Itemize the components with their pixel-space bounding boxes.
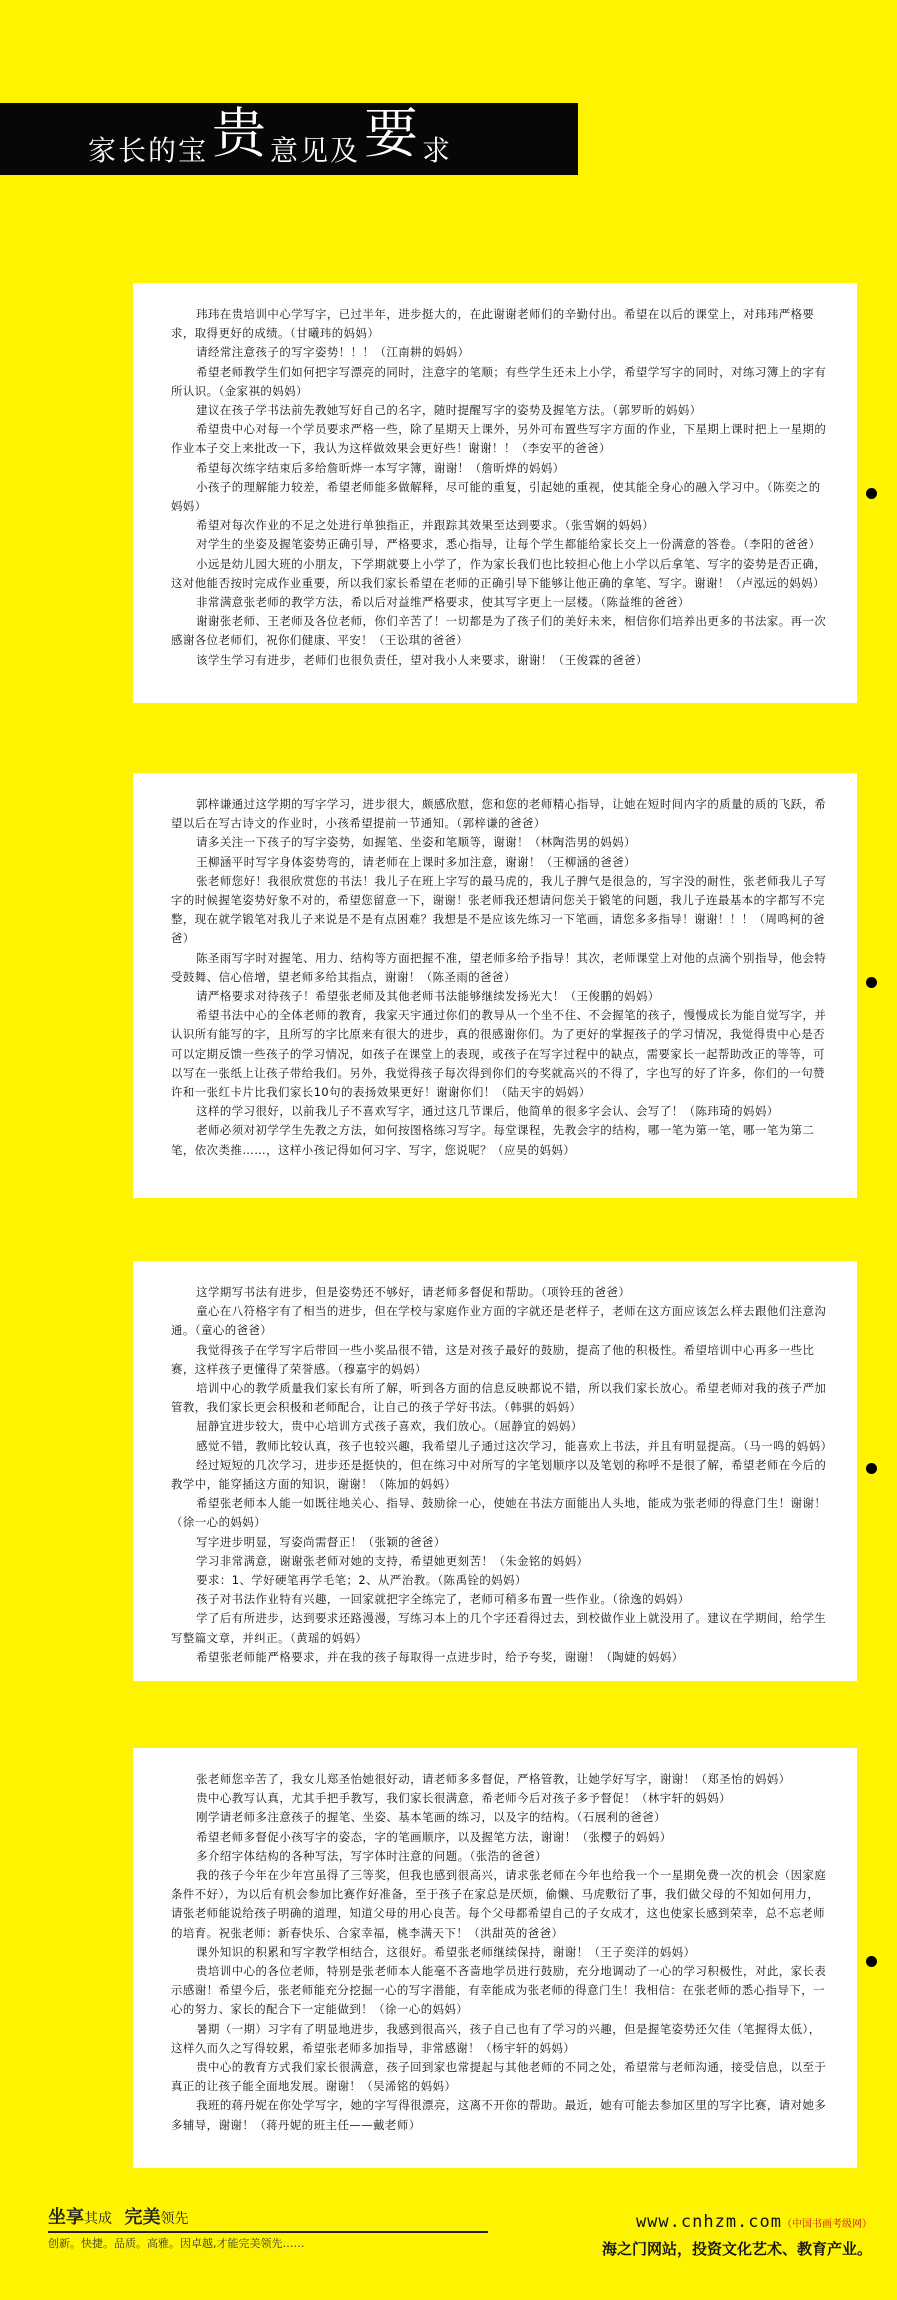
feedback-paragraph: 多介绍字体结构的各种写法，写字体时注意的问题。（张浩的爸爸） — [196, 1848, 548, 1863]
feedback-paragraph: 写字进步明显，写姿尚需督正！（张颖的爸爸） — [196, 1534, 446, 1549]
feedback-paragraph: 这样的学习很好，以前我儿子不喜欢写字，通过这几节课后，他简单的很多字会认、会写了！（陈玮琦的妈妈） — [196, 1104, 779, 1119]
feedback-paragraph: 请多关注一下孩子的写字姿势，如握笔、坐姿和笔顺等，谢谢！（林陶浩男的妈妈） — [196, 835, 637, 850]
feedback-paragraph: 感觉不错，教师比较认真，孩子也较兴趣，我希望儿子通过这次学习，能喜欢上书法，并且有明显提高。（马一鸣的妈妈） — [196, 1438, 833, 1453]
feedback-paragraph: 我的孩子今年在少年宫虽得了三等奖，但我也感到很高兴，请求张老师在今年也给我一个一星期免费一次的机会（因家庭条件不好），为以后有机会参加比赛作好准备，至于孩子在家总是厌烦，偷懒、马虎敷衍了事，我们做父母的不知如何用力，请张老师能说给孩子明确的道理，知道父母的用心良苦。每个父母都希望自己的子女成才，这也使家长感到荣幸，总不忘老师的培育。祝张老师：新春快乐、合家幸福，桃李满天下！（洪甜英的爸爸） — [171, 1868, 827, 1940]
feedback-paragraph: 课外知识的积累和写字教学相结合，这很好。希望张老师继续保持，谢谢！（王子奕洋的妈妈） — [196, 1944, 696, 1959]
feedback-paragraph: 王柳涵平时写字身体姿势弯的，请老师在上课时多加注意，谢谢！（王柳涵的爸爸） — [196, 854, 637, 869]
feedback-paragraph: 希望对每次作业的不足之处进行单独指正，并跟踪其效果至达到要求。（张雪娴的妈妈） — [196, 518, 655, 533]
feedback-paragraph: 经过短短的几次学习，进步还是挺快的，但在练习中对所写的字笔划顺序以及笔划的称呼不是很了解，希望老师在今后的教学中，能穿插这方面的知识，谢谢！（陈加的妈妈） — [171, 1457, 827, 1492]
feedback-paragraph: 希望张老师本人能一如既往地关心、指导、鼓励徐一心，使她在书法方面能出人头地，能成为张老师的得意门生！谢谢！（徐一心的妈妈） — [171, 1496, 827, 1530]
feedback-paragraph: 张老师您辛苦了，我女儿郑圣怡她很好动，请老师多多督促，严格管教，让她学好写字，谢谢！（郑圣怡的妈妈） — [196, 1772, 791, 1786]
feedback-paragraph: 屈静宜进步较大，贵中心培训方式孩子喜欢，我们放心。（屈静宜的妈妈） — [196, 1419, 583, 1434]
feedback-paragraph: 非常满意张老师的教学方法，希以后对益维严格要求，使其写字更上一层楼。（陈益维的爸爸） — [196, 595, 690, 610]
feedback-paragraph: 要求：1、学好硬笔再学毛笔；2、从严治教。（陈禹铨的妈妈） — [196, 1573, 527, 1588]
title-part-2: 意见及 — [270, 134, 361, 167]
bullet-dot-1 — [866, 488, 877, 499]
feedback-paragraph: 贵中心教写认真，尤其手把手教写，我们家长很满意，希老师今后对孩子多予督促！（林宇轩的妈妈） — [196, 1791, 732, 1806]
feedback-paragraph: 小远是幼儿园大班的小朋友，下学期就要上小学了，作为家长我们也比较担心他上小学以后拿笔、写字的姿势是否正确，这对他能否按时完成作业重要，所以我们家长希望在老师的正确引导下能够让他正确的拿笔、写字。谢谢！（卢泓远的妈妈） — [171, 556, 827, 590]
footer-url-note: （中国书画考级网） — [782, 2219, 872, 2230]
feedback-paragraph: 暑期（一期）习字有了明显地进步，我感到很高兴，孩子自己也有了学习的兴趣，但是握笔姿势还欠佳（笔握得太低），这样久而久之写得较累，希望张老师多加指导，非常感谢！（杨宇轩的妈妈） — [171, 2021, 821, 2055]
feedback-paragraph: 希望老师教学生们如何把字写漂亮的同时，注意字的笔顺；有些学生还未上小学，希望学写字的同时，对练习簿上的字有所认识。（金家祺的妈妈） — [171, 364, 827, 398]
footer-slogan-block — [48, 2203, 305, 2251]
feedback-card-2 — [133, 773, 857, 1198]
footer-slogan — [48, 2203, 305, 2229]
footer-tagline: 海之门网站，投资文化艺术、教育产业。 — [601, 2240, 872, 2258]
feedback-paragraph: 希望老师多督促小孩写字的姿态，字的笔画顺序，以及握笔方法，谢谢！（张樱子的妈妈） — [196, 1829, 672, 1844]
feedback-paragraph: 张老师您好！我很欣赏您的书法！我儿子在班上字写的最马虎的，我儿子脾气是很急的，写字没的耐性，张老师我儿子写字的时候握笔姿势好象不对的，希望您留意一下，谢谢！张老师我还想请问您关于锻笔的问题，我儿子连最基本的字都写不完整，现在就学锻笔对我儿子来说是不是有点困难？我想是不是应该先练习一下笔画，请您多多指导！谢谢！！！（周鸣柯的爸爸） — [171, 873, 827, 946]
footer-url-text[interactable]: www.cnhzm.com — [635, 2212, 782, 2232]
feedback-paragraph: 请经常注意孩子的写字姿势！！！（江南耕的妈妈） — [196, 345, 470, 360]
bullet-dot-3 — [866, 1463, 877, 1474]
feedback-paragraph: 希望每次练字结束后多给詹昕烨一本写字簿，谢谢！（詹昕烨的妈妈） — [196, 460, 565, 475]
feedback-paragraph: 学习非常满意，谢谢张老师对她的支持，希望她更刻苦！（朱金铭的妈妈） — [196, 1553, 589, 1568]
feedback-card-1 — [133, 283, 857, 703]
feedback-card-3 — [133, 1261, 857, 1681]
slogan-word-1: 坐享 — [48, 2207, 84, 2228]
feedback-paragraph: 我觉得孩子在学写字后带回一些小奖品很不错，这是对孩子最好的鼓励，提高了他的积极性。希望培训中心再多一些比赛，这样孩子更懂得了荣誉感。（穆嘉宇的妈妈） — [171, 1342, 815, 1376]
feedback-card-4 — [133, 1748, 857, 2168]
feedback-paragraph: 玮玮在贵培训中心学写字，已过半年，进步挺大的，在此谢谢老师们的辛勤付出。希望在以后的课堂上，对玮玮严格要求，取得更好的成绩。（甘曦玮的妈妈） — [171, 307, 815, 341]
feedback-paragraph: 老师必须对初学学生先教之方法，如何按图格练习写字。每堂课程，先教会字的结构，哪一笔为第一笔，哪一笔为第二笔，依次类推……，这样小孩记得如何习字、写字，您说呢？（应昊的妈妈） — [171, 1123, 815, 1157]
feedback-paragraph: 希望贵中心对每一个学员要求严格一些，除了星期天上课外，另外可布置些写字方面的作业，下星期上课时把上一星期的作业本子交上来批改一下，我认为这样做效果会更好些！谢谢！！（李安平的爸爸） — [171, 422, 827, 456]
feedback-paragraph: 请严格要求对待孩子！希望张老师及其他老师书法能够继续发扬光大！（王俊鹏的妈妈） — [196, 989, 660, 1004]
feedback-paragraph: 陈圣雨写字时对握笔、用力、结构等方面把握不准，望老师多给予指导！其次，老师课堂上对他的点滴个别指导，他会特受鼓舞、信心倍增，望老师多给其指点，谢谢！（陈圣雨的爸爸） — [171, 950, 827, 984]
bullet-dot-2 — [866, 977, 877, 988]
feedback-paragraph: 我班的蒋丹妮在你处学写字，她的字写得很漂亮，这离不开你的帮助。最近，她有可能去参加区里的写字比赛，请对她多多辅导，谢谢！（蒋丹妮的班主任——戴老师） — [171, 2098, 827, 2132]
slogan-word-2: 其成 — [84, 2211, 112, 2227]
feedback-paragraph: 孩子对书法作业特有兴趣，一回家就把字全练完了，老师可稍多布置一些作业。（徐逸的妈妈） — [196, 1592, 690, 1607]
feedback-paragraph: 谢谢张老师、王老师及各位老师，你们辛苦了！一切都是为了孩子们的美好未来，相信你们培养出更多的书法家。再一次感谢各位老师们，祝你们健康、平安！（王讼琪的爸爸） — [171, 614, 827, 648]
feedback-paragraph: 培训中心的教学质量我们家长有所了解，听到各方面的信息反映都说不错，所以我们家长放心。希望老师对我的孩子严加管教，我们家长更会积极和老师配合，让自己的孩子学好书法。（韩骐的妈妈） — [171, 1381, 827, 1415]
title-part-3: 求 — [422, 134, 453, 167]
footer-divider — [48, 2231, 488, 2233]
feedback-paragraph: 学了后有所进步，达到要求还路漫漫，写练习本上的几个字还看得过去，到校做作业上就没用了。建议在学期间，给学生写整篇文章，并纠正。（黄瑶的妈妈） — [171, 1611, 827, 1645]
footer-subline: 创新。快捷。品质。高雅。因卓越,才能完美领先…… — [48, 2237, 305, 2250]
feedback-paragraph: 贵中心的教育方式我们家长很满意，孩子回到家也常提起与其他老师的不同之处，希望常与老师沟通，接受信息，以至于真正的让孩子能全面地发展。谢谢！（吴浠铭的妈妈） — [171, 2060, 827, 2094]
slogan-word-4: 领先 — [160, 2211, 189, 2227]
title-big-char-2: 要 — [364, 102, 419, 165]
feedback-paragraph: 对学生的坐姿及握笔姿势正确引导，严格要求，悉心指导，让每个学生都能给家长交上一份满意的答卷。（李阳的爸爸） — [196, 537, 821, 552]
feedback-paragraph: 小孩子的理解能力较差，希望老师能多做解释，尽可能的重复，引起她的重视，使其能全身心的融入学习中。（陈奕之的妈妈） — [171, 479, 821, 514]
footer-url[interactable] — [492, 2212, 872, 2232]
footer-site-block — [492, 2212, 872, 2259]
feedback-paragraph: 希望书法中心的全体老师的教育，我家天宇通过你们的教导从一个坐不住、不会握笔的孩子，慢慢成长为能自觉写字，并认识所有能写的字，且所写的字比原来有很大的进步，真的很感谢你们。为了更好的掌握孩子的学习情况，我觉得贵中心是否可以定期反馈一些孩子的学习情况，如孩子在课堂上的表现，或孩子在写字过程中的缺点，需要家长一起帮助改正的等等，可以写在一张纸上让孩子带给我们。另外，我觉得孩子每次得到你们的夸奖就高兴的不得了，字也写的好了许多，你们的一句赞许和一张红卡片比我们家长10句的表扬效果更好！谢谢你们！（陆天宇的妈妈） — [171, 1008, 827, 1100]
feedback-paragraph: 郭梓谦通过这学期的写字学习，进步很大，颇感欣慰，您和您的老师精心指导，让她在短时间内字的质量的质的飞跃，希望以后在写古诗文的作业时，小孩希望提前一节通知。（郭梓谦的爸爸） — [171, 797, 827, 831]
feedback-paragraph: 童心在八符格字有了相当的进步，但在学校与家庭作业方面的字就还是老样子，老师在这方面应该怎么样去跟他们注意沟通。（童心的爸爸） — [171, 1304, 827, 1338]
feedback-paragraph: 贵培训中心的各位老师，特别是张老师本人能毫不吝啬地学员进行鼓励，充分地调动了一心的学习积极性，对此，家长表示感谢！希望今后，张老师能充分挖掘一心的写字潜能，有幸能成为张老师的得意门生！我相信：在张老师的悉心指导下，一心的努力、家长的配合下一定能做到！（徐一心的妈妈） — [171, 1964, 827, 2017]
slogan-word-3: 完美 — [124, 2207, 161, 2228]
feedback-paragraph: 这学期写书法有进步，但是姿势还不够好，请老师多督促和帮助。（项铃珏的爸爸） — [196, 1285, 631, 1299]
title-banner — [0, 103, 578, 175]
title-big-char-1: 贵 — [212, 102, 267, 165]
feedback-paragraph: 希望张老师能严格要求，并在我的孩子每取得一点进步时，给予夸奖，谢谢！（陶婕的妈妈） — [196, 1649, 684, 1664]
bullet-dot-4 — [866, 1956, 877, 1967]
feedback-paragraph: 刚学请老师多注意孩子的握笔、坐姿、基本笔画的练习，以及字的结构。（石展利的爸爸） — [196, 1810, 667, 1825]
title-part-1: 家长的宝 — [88, 134, 209, 167]
feedback-paragraph: 建议在孩子学书法前先教她写好自己的名字，随时提醒写字的姿势及握笔方法。（郭罗昕的妈妈） — [196, 403, 702, 418]
feedback-paragraph: 该学生学习有进步，老师们也很负责任，望对我小人来要求，谢谢！（王俊霖的爸爸） — [196, 652, 648, 667]
